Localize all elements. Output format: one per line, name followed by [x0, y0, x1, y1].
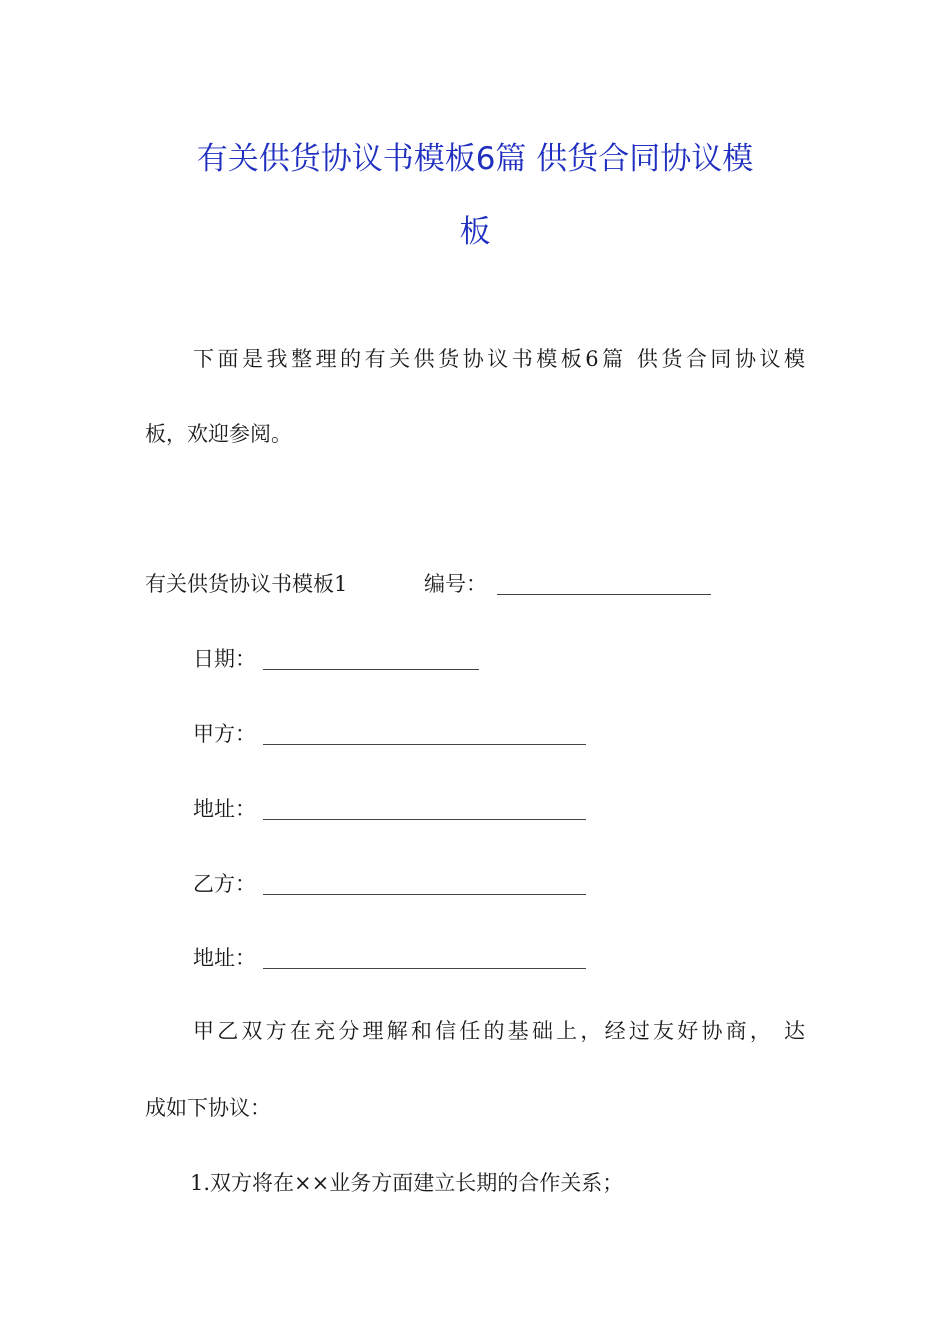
party-b-blank-line — [263, 894, 586, 895]
document-title-line-2: 板 — [459, 214, 491, 250]
number-label: 编号： — [424, 572, 487, 596]
agreement-paragraph-line-2: 成如下协议： — [145, 1096, 271, 1120]
document-title-line-1: 有关供货协议书模板6篇 供货合同协议模 — [196, 141, 754, 177]
date-blank-line — [263, 669, 479, 670]
address-b-blank-line — [263, 968, 586, 969]
contract-heading: 有关供货协议书模板1 — [145, 572, 348, 596]
party-b-label: 乙方： — [193, 872, 256, 896]
party-a-blank-line — [263, 744, 586, 745]
agreement-paragraph-line-1: 甲乙双方在充分理解和信任的基础上，经过友好协商， 达 — [193, 1019, 805, 1043]
address-a-label: 地址： — [193, 797, 256, 821]
address-b-label: 地址： — [193, 946, 256, 970]
date-label: 日期： — [193, 647, 256, 671]
clause-1: 1.双方将在××业务方面建立长期的合作关系； — [190, 1171, 624, 1195]
party-a-label: 甲方： — [193, 722, 256, 746]
address-a-blank-line — [263, 819, 586, 820]
intro-paragraph-line-2: 板，欢迎参阅。 — [145, 422, 292, 446]
number-blank-line — [497, 594, 711, 595]
intro-paragraph-line-1: 下面是我整理的有关供货协议书模板6篇 供货合同协议模 — [193, 347, 805, 371]
